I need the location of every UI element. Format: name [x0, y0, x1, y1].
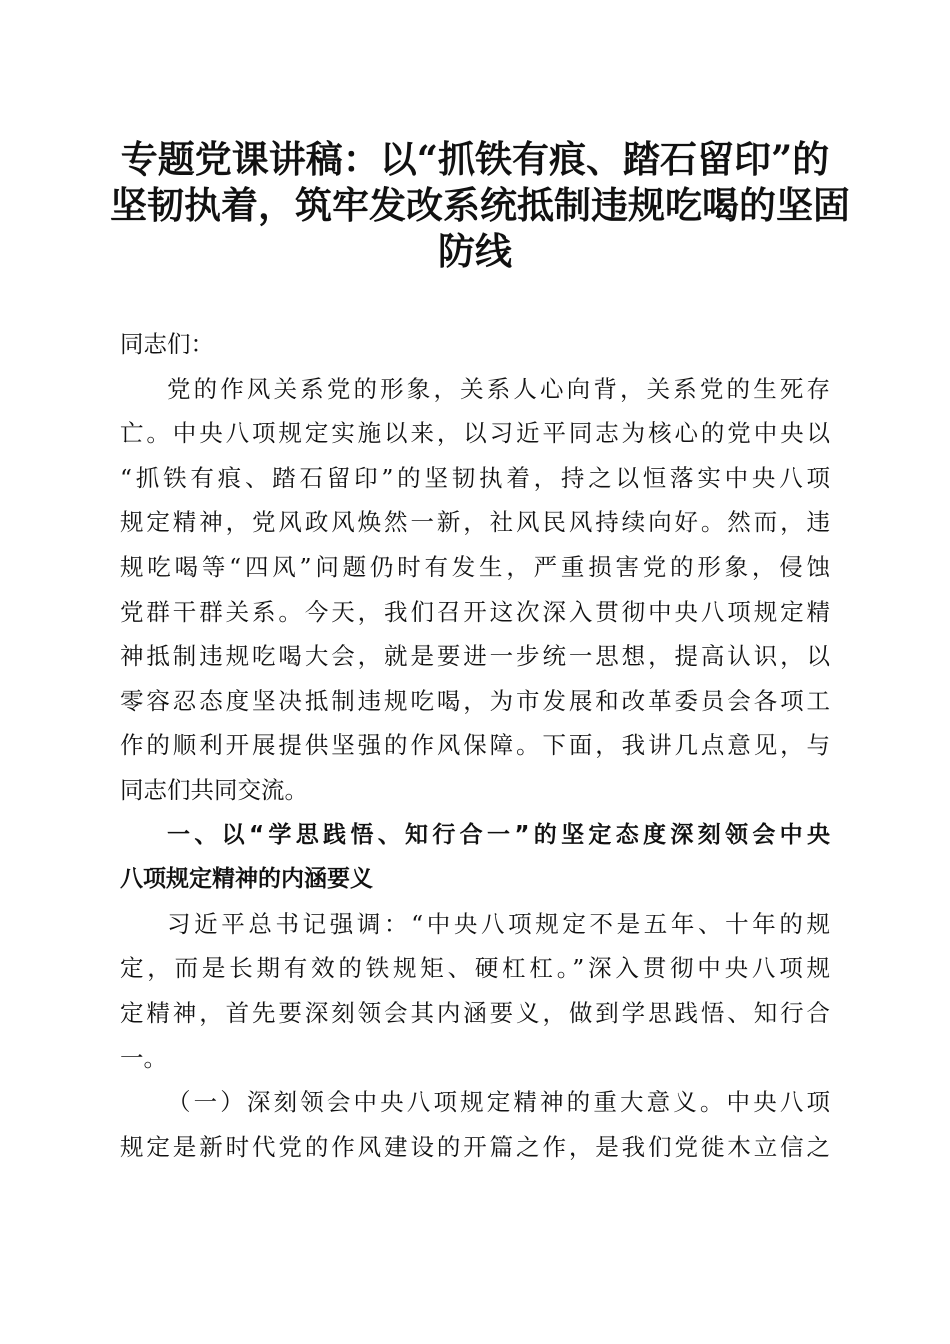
- document-body: [120, 322, 830, 1169]
- text-line: （一）深刻领会中央八项规定精神的重大意义。中央八项: [167, 1088, 830, 1117]
- text-line: 规吃喝等“四风”问题仍时有发生，严重损害党的形象，侵蚀: [120, 552, 830, 581]
- text-line: 党的作风关系党的形象，关系人心向背，关系党的生死存: [167, 374, 830, 403]
- section-heading-1: [120, 813, 830, 902]
- text-line: “抓铁有痕、踏石留印”的坚韧执着，持之以恒落实中央八项: [120, 463, 830, 492]
- text-line: 作的顺利开展提供坚强的作风保障。下面，我讲几点意见，与: [120, 731, 830, 760]
- text-line: 习近平总书记强调：“中央八项规定不是五年、十年的规: [167, 909, 830, 938]
- paragraph-intro: [120, 367, 830, 813]
- text-line: 零容忍态度坚决抵制违规吃喝，为市发展和改革委员会各项工: [120, 686, 830, 715]
- title-line: 坚韧执着，筑牢发改系统抵制违规吃喝的坚固: [110, 183, 850, 227]
- title-line: 专题党课讲稿：以“抓铁有痕、踏石留印”的: [120, 137, 830, 181]
- text-line: 一。: [120, 1043, 167, 1072]
- heading-line: 八项规定精神的内涵要义: [120, 866, 373, 893]
- text-line: 定，而是长期有效的铁规矩、硬杠杠。”深入贯彻中央八项规: [120, 954, 830, 983]
- document-title: [110, 136, 850, 274]
- text-line: 亡。中央八项规定实施以来，以习近平同志为核心的党中央以: [120, 419, 830, 448]
- salutation: 同志们：: [120, 330, 214, 358]
- text-line: 同志们共同交流。: [120, 775, 308, 804]
- text-line: 党群干群关系。今天，我们召开这次深入贯彻中央八项规定精: [120, 597, 830, 626]
- paragraph-section-1: [120, 902, 830, 1080]
- text-line: 规定精神，党风政风焕然一新，社风民风持续向好。然而，违: [120, 508, 830, 537]
- text-line: 神抵制违规吃喝大会，就是要进一步统一思想，提高认识，以: [120, 642, 830, 671]
- heading-line: 一、以“学思践悟、知行合一”的坚定态度深刻领会中央: [167, 821, 830, 848]
- paragraph-subsection-1: [120, 1080, 830, 1169]
- text-line: 定精神，首先要深刻领会其内涵要义，做到学思践悟、知行合: [120, 998, 830, 1027]
- title-line: 防线: [438, 229, 512, 273]
- text-line: 规定是新时代党的作风建设的开篇之作，是我们党徙木立信之: [120, 1132, 830, 1161]
